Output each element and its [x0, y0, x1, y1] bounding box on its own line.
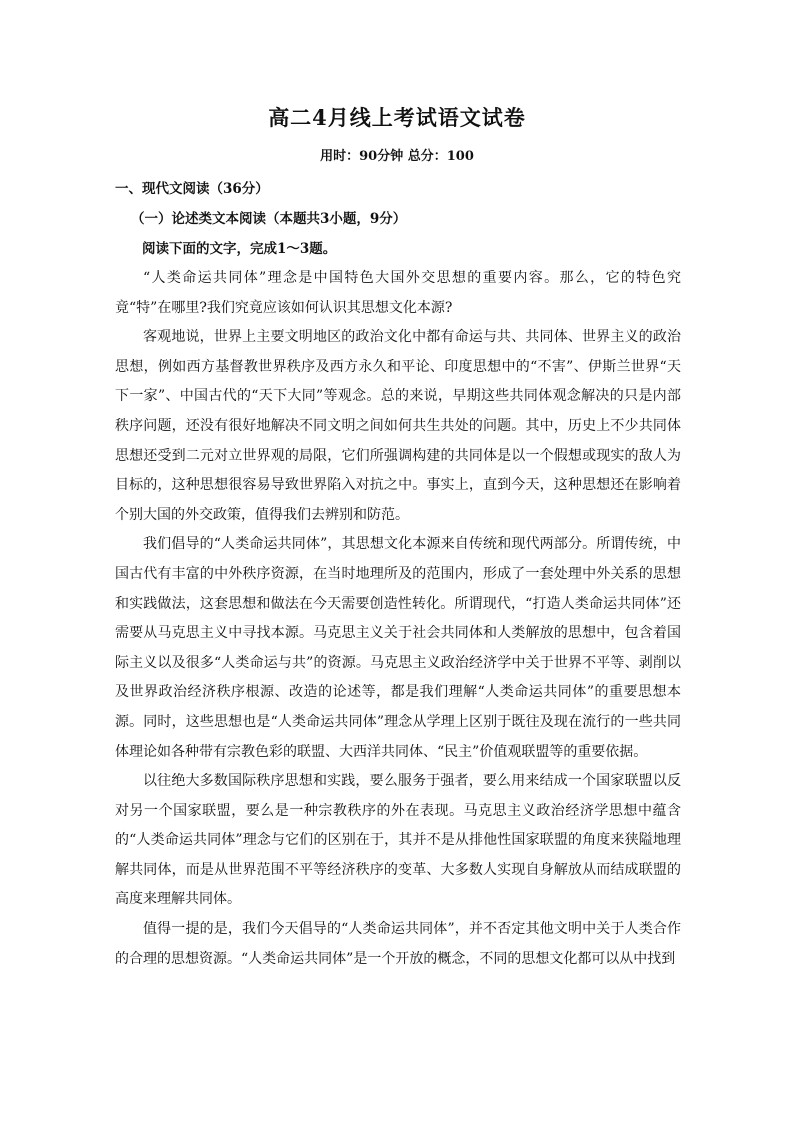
paragraph: 客观地说，世界上主要文明地区的政治文化中都有命运与共、共同体、世界主义的政治思想，例如西方基督教世界秩序及西方永久和平论、印度思想中的“不害”、伊斯兰世界“天下一家”、中国古代的“天下大同”等观念。总的来说，早期这些共同体观念解决的只是内部秩序问题，还没有很好地解决不同文明之间如何共生共处的问题。其中，历史上不少共同体思想还受到二元对立世界观的局限，它们所强调构建的共同体是以一个假想或现实的敌人为目标的，这种思想很容易导致世界陷入对抗之中。事实上，直到今天，这种思想还在影响着个别大国的外交政策，值得我们去辨别和防范。: [115, 329, 681, 523]
exam-meta: 用时：90分钟 总分：100: [320, 149, 474, 164]
paragraph: “人类命运共同体”理念是中国特色大国外交思想的重要内容。那么，它的特色究竟“特”在哪里?我们究竟应该如何认识其思想文化本源?: [115, 270, 681, 316]
reading-instruction: 阅读下面的文字，完成1～3题。: [142, 241, 337, 257]
paragraph: 值得一提的是，我们今天倡导的“人类命运共同体”，并不否定其他文明中关于人类合作的合理的思想资源。“人类命运共同体”是一个开放的概念，不同的思想文化都可以从中找到: [115, 921, 681, 967]
article-body: [115, 264, 681, 974]
paragraph: 我们倡导的“人类命运共同体”，其思想文化本源来自传统和现代两部分。所谓传统，中国古代有丰富的中外秩序资源，在当时地理所及的范围内，形成了一套处理中外关系的思想和实践做法，这套思想和做法在今天需要创造性转化。所谓现代，“打造人类命运共同体”还需要从马克思主义中寻找本源。马克思主义关于社会共同体和人类解放的思想中，包含着国际主义以及很多“人类命运与共”的资源。马克思主义政治经济学中关于世界不平等、剥削以及世界政治经济秩序根源、改造的论述等，都是我们理解“人类命运共同体”的重要思想本源。同时，这些思想也是“人类命运共同体”理念从学理上区别于既往及现在流行的一些共同体理论如各种带有宗教色彩的联盟、大西洋共同体、“民主”价值观联盟等的重要依据。: [115, 536, 681, 760]
section-heading: 一、现代文阅读（36分）: [115, 181, 269, 197]
subsection-heading: （一）论述类文本阅读（本题共3小题，9分）: [131, 211, 407, 227]
exam-title: 高二4月线上考试语文试卷: [268, 105, 526, 130]
paragraph: 以往绝大多数国际秩序思想和实践，要么服务于强者，要么用来结成一个国家联盟以反对另一个国家联盟，要么是一种宗教秩序的外在表现。马克思主义政治经济学思想中蕴含的“人类命运共同体”理念与它们的区别在于，其并不是从排他性国家联盟的角度来狭隘地理解共同体，而是从世界范围不平等经济秩序的变革、大多数人实现自身解放从而结成联盟的高度来理解共同体。: [115, 773, 681, 908]
